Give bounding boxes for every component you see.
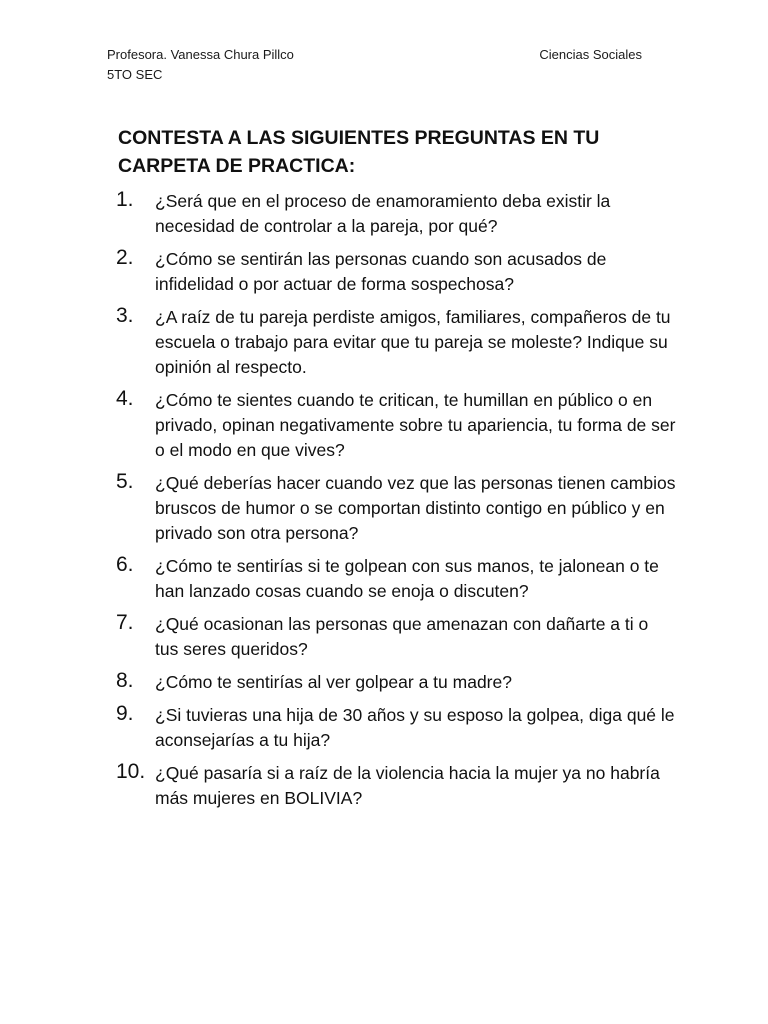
question-text: ¿Cómo te sentirías si te golpean con sus manos, te jalonean o te han lanzado cosas cuando se enoja o discuten? [155,556,659,601]
question-number: 7. [116,611,134,634]
question-number: 9. [116,702,134,725]
question-item [116,668,676,695]
question-item [116,187,676,239]
question-text: ¿Qué pasaría si a raíz de la violencia hacia la mujer ya no habría más mujeres en BOLIVIA? [155,763,660,808]
question-item [116,759,676,811]
question-text: ¿Cómo se sentirán las personas cuando son acusados de infidelidad o por actuar de forma sospechosa? [155,249,607,294]
subject-label: Ciencias Sociales [539,47,642,62]
page-title: CONTESTA A LAS SIGUIENTES PREGUNTAS EN TU CARPETA DE PRACTICA: [118,127,600,177]
question-number: 2. [116,246,134,269]
question-number: 6. [116,553,134,576]
question-number: 5. [116,470,134,493]
question-item [116,610,676,662]
question-list [116,187,676,817]
question-number: 8. [116,669,134,692]
question-text: ¿Qué ocasionan las personas que amenazan con dañarte a ti o tus seres queridos? [155,614,649,659]
question-number: 10. [116,760,146,783]
question-item [116,552,676,604]
grade-label: 5TO SEC [107,67,163,82]
question-number: 4. [116,387,134,410]
question-item [116,303,676,380]
teacher-name: Profesora. Vanessa Chura Pillco [107,47,294,62]
question-text: ¿Cómo te sentirías al ver golpear a tu madre? [155,672,512,692]
question-item [116,245,676,297]
question-item [116,386,676,463]
question-item [116,469,676,546]
question-text: ¿Será que en el proceso de enamoramiento deba existir la necesidad de controlar a la pareja, por qué? [155,191,611,236]
question-number: 3. [116,304,134,327]
question-text: ¿Cómo te sientes cuando te critican, te humillan en público o en privado, opinan negativamente sobre tu apariencia, tu forma de ser o el modo en que vives? [155,390,676,460]
question-text: ¿A raíz de tu pareja perdiste amigos, familiares, compañeros de tu escuela o trabajo para evitar que tu pareja se moleste? Indique su opinión al respecto. [155,307,671,377]
question-number: 1. [116,188,134,211]
question-item [116,701,676,753]
question-text: ¿Si tuvieras una hija de 30 años y su esposo la golpea, diga qué le aconsejarías a tu hija? [155,705,675,750]
question-text: ¿Qué deberías hacer cuando vez que las personas tienen cambios bruscos de humor o se comportan distinto contigo en público y en privado son otra persona? [155,473,676,543]
